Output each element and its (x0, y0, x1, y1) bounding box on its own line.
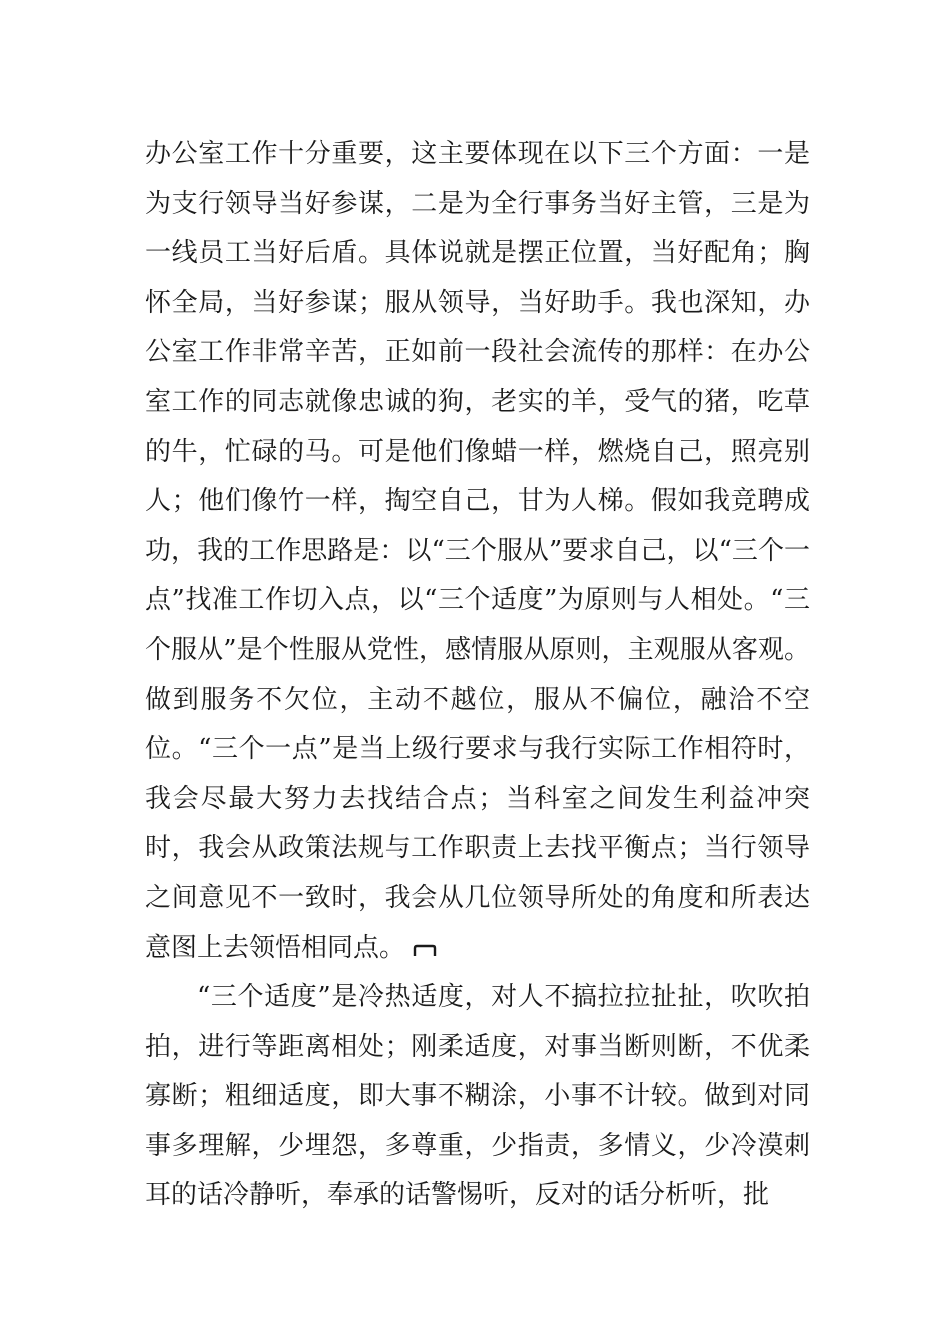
paragraph-2-text: “三个适度”是冷热适度，对人不搞拉拉扯扯，吹吹拍拍，进行等距离相处；刚柔适度，对事当断则断，不优柔寡断；粗细适度，即大事不糊涂，小事不计较。做到对同事多理解，少埋怨，多尊重，少指责，多情义，少冷漠刺耳的话冷静听，奉承的话警惕听，反对的话分析听，批 (145, 982, 810, 1211)
paragraph-1 (145, 130, 810, 973)
document-body (145, 130, 810, 1221)
paragraph-2 (145, 973, 810, 1221)
paragraph-1-text: 办公室工作十分重要，这主要体现在以下三个方面：一是为支行领导当好参谋，二是为全行事务当好主管，三是为一线员工当好后盾。具体说就是摆正位置，当好配角；胸怀全局，当好参谋；服从领导，当好助手。我也深知，办公室工作非常辛苦，正如前一段社会流传的那样：在办公室工作的同志就像忠诚的狗，老实的羊，受气的猪，吃草的牛，忙碌的马。可是他们像蜡一样，燃烧自己，照亮别人；他们像竹一样，掏空自己，甘为人梯。假如我竞聘成功，我的工作思路是：以“三个服从”要求自己，以“三个一点”找准工作切入点，以“三个适度”为原则与人相处。“三个服从”是个性服从党性，感情服从原则，主观服从客观。做到服务不欠位，主动不越位，服从不偏位，融洽不空位。“三个一点”是当上级行要求与我行实际工作相符时，我会尽最大努力去找结合点；当科室之间发生利益冲突时，我会从政策法规与工作职责上去找平衡点；当行领导之间意见不一致时，我会从几位领导所处的角度和所表达意图上去领悟相同点。 (145, 139, 810, 963)
paragraph-mark-icon (413, 944, 437, 958)
